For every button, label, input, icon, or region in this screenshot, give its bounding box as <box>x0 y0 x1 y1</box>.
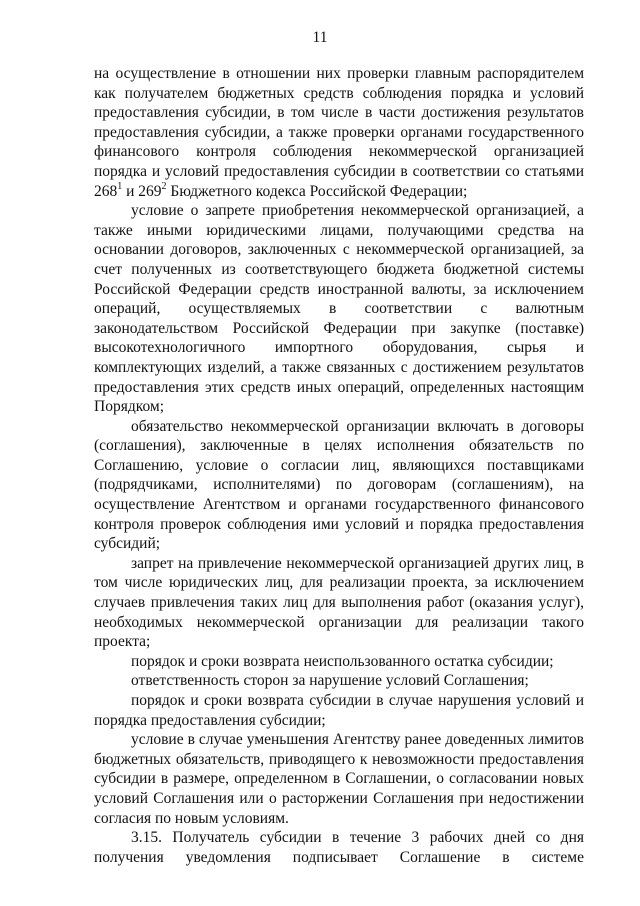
paragraph-inspection-consent <box>94 64 584 201</box>
paragraph-violation-return: порядок и сроки возврата субсидии в случае нарушения условий и порядка предоставления субсидии; <box>94 692 584 729</box>
paragraph-text: на осуществление в отношении них проверки главным распорядителем как получателем бюджетных средств соблюдения порядка и условий предоставления субсидии, в том числе в части достижения результатов предоставления субсидии, а также проверки органами государственного финансового контроля соблюдения некоммерческой организацией порядка и условий предоставления субсидии в соответствии со статьями 268 <box>94 65 584 200</box>
superscript: 2 <box>161 180 167 192</box>
document-body <box>94 64 584 867</box>
paragraph-limits-reduction: условие в случае уменьшения Агентству ранее доведенных лимитов бюджетных обязательств, приводящего к невозможности предоставления субсидии в размере, определенном в Соглашении, о согласовании новых условий Соглашения или о расторжении Соглашения при недостижении согласия по новым условиям. <box>94 731 584 827</box>
paragraph-text: и 269 <box>122 182 162 200</box>
paragraph-unused-balance-return: порядок и сроки возврата неиспользованного остатка субсидии; <box>131 652 554 670</box>
superscript: 1 <box>117 180 123 192</box>
paragraph-currency-ban: условие о запрете приобретения некоммерческой организацией, а также иными юридическими лицами, получающими средства на основании договоров, заключенных с некоммерческой организацией, за счет полученных из соответствующего бюджета бюджетной системы Российской Федерации средств иностранной валюты, за исключением операций, осуществляемых в соответствии с валютным законодательством Российской Федерации при закупке (поставке) высокотехнологичного импортного оборудования, сырья и комплектующих изделий, а также связанных с достижением результатов предоставления этих средств иных операций, определенных настоящим Порядком; <box>94 202 584 416</box>
paragraph-section-3-15: 3.15. Получатель субсидии в течение 3 рабочих дней со дня получения уведомления подписывает Соглашение в системе <box>94 829 584 866</box>
paragraph-supplier-consent: обязательство некоммерческой организации включать в договоры (соглашения), заключенные в целях исполнения обязательств по Соглашению, условие о согласии лиц, являющихся поставщиками (подрядчиками, исполнителями) по договорам (соглашениям), на осуществление Агентством и органами государственного финансового контроля проверок соблюдения ими условий и порядка предоставления субсидий; <box>94 417 584 553</box>
paragraph-text: Бюджетного кодекса Российской Федерации; <box>166 182 468 200</box>
paragraph-liability: ответственность сторон за нарушение условий Соглашения; <box>131 672 529 690</box>
page-number: 11 <box>312 29 328 46</box>
paragraph-third-party-ban: запрет на привлечение некоммерческой организацией других лиц, в том числе юридических лиц, для реализации проекта, за исключением случаев привлечения таких лиц для выполнения работ (оказания услуг), необходимых некоммерческой организации для реализации такого проекта; <box>94 554 584 651</box>
